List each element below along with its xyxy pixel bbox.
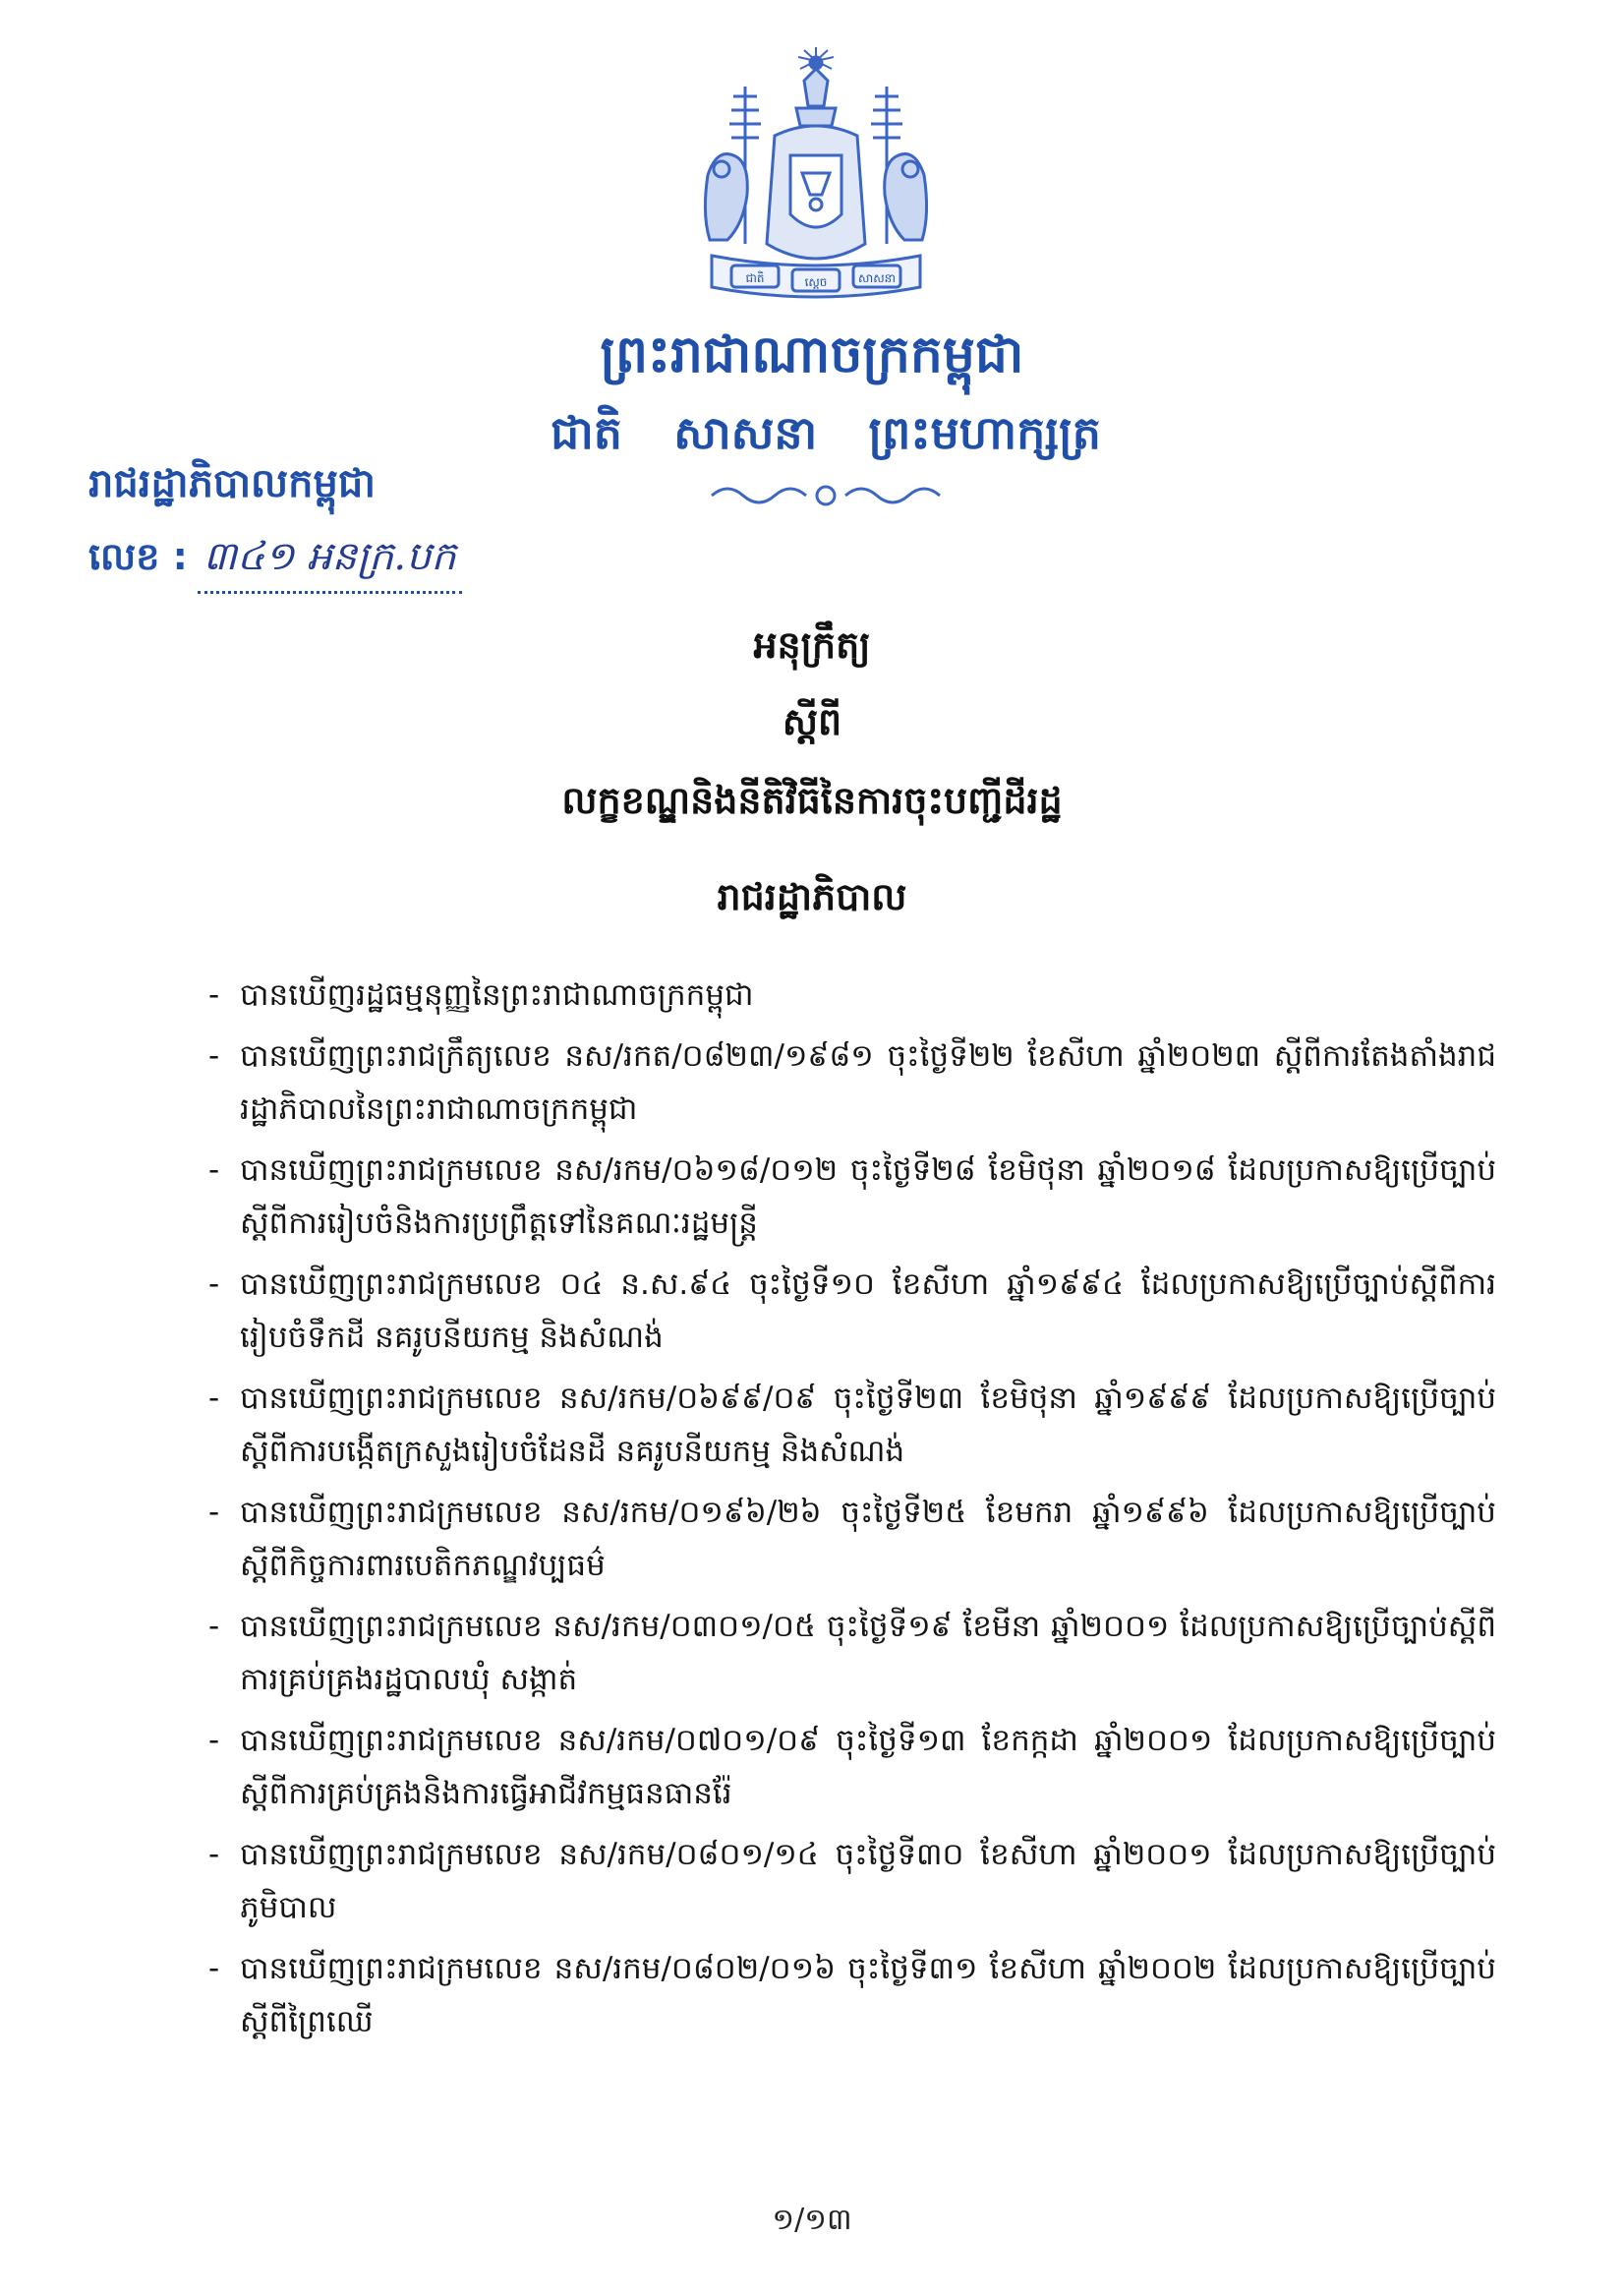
decree-subject: លក្ខខណ្ឌនិងនីតិវិធីនៃការចុះបញ្ជីដីរដ្ឋ	[561, 779, 1063, 822]
list-item: - បានឃើញព្រះរាជក្រមលេខ ០៤ ន.ស.៩៤ ចុះថ្ងៃទី១០ ខែសីហា ឆ្នាំ១៩៩៤ ដែលប្រកាសឱ្យប្រើច្បាប់ស្ដីពីការរៀបចំទឹកដី នគរូបនីយកម្ម និងសំណង់	[208, 1266, 1496, 1355]
list-item: - បានឃើញព្រះរាជក្រមលេខ នស/រកម/០៨០២/០១៦ ចុះថ្ងៃទី៣១ ខែសីហា ឆ្នាំ២០០២ ដែលប្រកាសឱ្យប្រើច្បាប់ស្ដីពីព្រៃឈើ	[208, 1951, 1496, 2039]
list-item: - បានឃើញព្រះរាជក្រមលេខ នស/រកម/០៦១៨/០១២ ចុះថ្ងៃទី២៨ ខែមិថុនា ឆ្នាំ២០១៨ ដែលប្រកាសឱ្យប្រើច្បាប់ស្ដីពីការរៀបចំនិងការប្រព្រឹត្តទៅនៃគណៈរដ្ឋមន្ត្រី	[208, 1152, 1496, 1241]
list-item: - បានឃើញព្រះរាជក្រមលេខ នស/រកម/០៨០១/១៤ ចុះថ្ងៃទី៣០ ខែសីហា ឆ្នាំ២០០១ ដែលប្រកាសឱ្យប្រើច្បាប់ភូមិបាល	[208, 1837, 1496, 1925]
list-item: - បានឃើញព្រះរាជក្រមលេខ នស/រកម/០៧០១/០៩ ចុះថ្ងៃទី១៣ ខែកក្កដា ឆ្នាំ២០០១ ដែលប្រកាសឱ្យប្រើច្បាប់ស្ដីពីការគ្រប់គ្រងនិងការធ្វើអាជីវកម្មធនធានរ៉ែ	[208, 1723, 1496, 1811]
list-item-text: បានឃើញព្រះរាជក្រមលេខ នស/រកម/០៣០១/០៥ ចុះថ្ងៃទី១៩ ខែមីនា ឆ្នាំ២០០១ ដែលប្រកាសឱ្យប្រើច្បាប់ស្ដីពីការគ្រប់គ្រងរដ្ឋបាលឃុំ សង្កាត់	[240, 1609, 1496, 1697]
royal-coat-of-arms-emblem	[688, 47, 944, 323]
list-item-text: បានឃើញព្រះរាជក្រមលេខ ០៤ ន.ស.៩៤ ចុះថ្ងៃទី១០ ខែសីហា ឆ្នាំ១៩៩៤ ដែលប្រកាសឱ្យប្រើច្បាប់ស្ដីពីការរៀបចំទឹកដី នគរូបនីយកម្ម និងសំណង់	[240, 1266, 1496, 1355]
kingdom-title: ព្រះរាជាណាចក្រកម្ពុជា	[600, 325, 1024, 384]
decree-about: ស្ដីពី	[782, 700, 842, 743]
list-item-text: បានឃើញព្រះរាជក្រមលេខ នស/រកម/០៨០២/០១៦ ចុះថ្ងៃទី៣១ ខែសីហា ឆ្នាំ២០០២ ដែលប្រកាសឱ្យប្រើច្បាប់ស្ដីពីព្រៃឈើ	[240, 1951, 1496, 2039]
page-number: ១/១៣	[772, 2203, 852, 2237]
visa-list	[208, 969, 1496, 2056]
list-item: - បានឃើញរដ្ឋធម្មនុញ្ញនៃព្រះរាជាណាចក្រកម្ពុជា	[208, 977, 754, 1013]
list-item: - បានឃើញព្រះរាជក្រមលេខ នស/រកម/០៣០១/០៥ ចុះថ្ងៃទី១៩ ខែមីនា ឆ្នាំ២០០១ ដែលប្រកាសឱ្យប្រើច្បាប់ស្ដីពីការគ្រប់គ្រងរដ្ឋបាលឃុំ សង្កាត់	[208, 1609, 1496, 1697]
list-item: - បានឃើញព្រះរាជក្រមលេខ នស/រកម/០១៩៦/២៦ ចុះថ្ងៃទី២៥ ខែមករា ឆ្នាំ១៩៩៦ ដែលប្រកាសឱ្យប្រើច្បាប់ស្ដីពីកិច្ចការពារបេតិកភណ្ឌវប្បធម៌	[208, 1495, 1496, 1583]
emblem-label-nation: ជាតិ	[745, 271, 765, 285]
list-item-text: បានឃើញព្រះរាជក្រមលេខ នស/រកម/០៦៩៩/០៩ ចុះថ្ងៃទី២៣ ខែមិថុនា ឆ្នាំ១៩៩៩ ដែលប្រកាសឱ្យប្រើច្បាប់ស្ដីពីការបង្កើតក្រសួងរៀបចំដែនដី នគរូបនីយកម្ម និងសំណង់	[240, 1381, 1496, 1469]
list-item-text: បានឃើញព្រះរាជក្រមលេខ នស/រកម/០១៩៦/២៦ ចុះថ្ងៃទី២៥ ខែមករា ឆ្នាំ១៩៩៦ ដែលប្រកាសឱ្យប្រើច្បាប់ស្ដីពីកិច្ចការពារបេតិកភណ្ឌវប្បធម៌	[240, 1495, 1496, 1583]
motto-king: ព្រះមហាក្សត្រ	[868, 406, 1101, 459]
emblem-label-king: ស្ដេច	[804, 275, 828, 289]
list-item: - បានឃើញព្រះរាជក្រមលេខ នស/រកម/០៦៩៩/០៩ ចុះថ្ងៃទី២៣ ខែមិថុនា ឆ្នាំ១៩៩៩ ដែលប្រកាសឱ្យប្រើច្បាប់ស្ដីពីការបង្កើតក្រសួងរៀបចំដែនដី នគរូបនីយកម្ម និងសំណង់	[208, 1381, 1496, 1469]
decree-type: អនុក្រឹត្យ	[753, 623, 871, 667]
list-item-text: បានឃើញព្រះរាជក្រមលេខ នស/រកម/០៦១៨/០១២ ចុះថ្ងៃទី២៨ ខែមិថុនា ឆ្នាំ២០១៨ ដែលប្រកាសឱ្យប្រើច្បាប់ស្ដីពីការរៀបចំនិងការប្រព្រឹត្តទៅនៃគណៈរដ្ឋមន្ត្រី	[240, 1152, 1496, 1241]
list-item-text: បានឃើញព្រះរាជក្រមលេខ នស/រកម/០៧០១/០៩ ចុះថ្ងៃទី១៣ ខែកក្កដា ឆ្នាំ២០០១ ដែលប្រកាសឱ្យប្រើច្បាប់ស្ដីពីការគ្រប់គ្រងនិងការធ្វើអាជីវកម្មធនធានរ៉ែ	[240, 1723, 1496, 1811]
list-item-text: បានឃើញព្រះរាជក្រមលេខ នស/រកម/០៨០១/១៤ ចុះថ្ងៃទី៣០ ខែសីហា ឆ្នាំ២០០១ ដែលប្រកាសឱ្យប្រើច្បាប់ភូមិបាល	[240, 1837, 1496, 1925]
list-item-text: បានឃើញរដ្ឋធម្មនុញ្ញនៃព្រះរាជាណាចក្រកម្ពុជា	[240, 977, 754, 1013]
decree-authority: រាជរដ្ឋាភិបាល	[717, 875, 907, 918]
motto-nation: ជាតិ	[551, 406, 622, 459]
motto-religion: សាសនា	[673, 406, 818, 459]
list-item: - បានឃើញព្រះរាជក្រឹត្យលេខ នស/រកត/០៨២៣/១៩៨១ ចុះថ្ងៃទី២២ ខែសីហា ឆ្នាំ២០២៣ ស្ដីពីការតែងតាំងរាជរដ្ឋាភិបាលនៃព្រះរាជាណាចក្រកម្ពុជា	[208, 1038, 1496, 1127]
list-item-text: បានឃើញព្រះរាជក្រឹត្យលេខ នស/រកត/០៨២៣/១៩៨១ ចុះថ្ងៃទី២២ ខែសីហា ឆ្នាំ២០២៣ ស្ដីពីការតែងតាំងរាជរដ្ឋាភិបាលនៃព្រះរាជាណាចក្រកម្ពុជា	[240, 1038, 1496, 1127]
emblem-label-religion: សាសនា	[857, 271, 897, 285]
reference-number	[88, 531, 462, 594]
issuing-government: រាជរដ្ឋាភិបាលកម្ពុជា	[88, 461, 376, 506]
reference-label: លេខ :	[88, 535, 188, 578]
decorative-ornament	[708, 478, 944, 513]
reference-value-handwritten: ៣៤១ អនក្រ.បក	[198, 531, 462, 594]
national-motto	[551, 405, 1101, 471]
